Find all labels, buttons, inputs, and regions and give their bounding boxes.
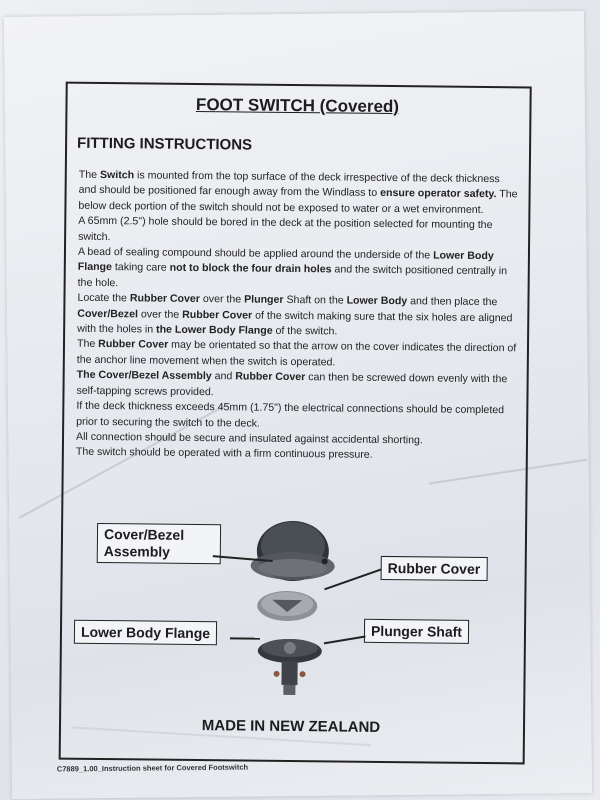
instruction-paragraph	[76, 399, 516, 434]
emphasis-text: not to block the four drain holes	[169, 262, 332, 276]
instructions-body	[76, 168, 519, 465]
instruction-paragraph	[77, 337, 517, 372]
rubber-cover-label	[381, 556, 488, 581]
paragraph-text: The switch should be operated with a firm continuous pressure.	[75, 446, 373, 462]
emphasis-text: the Lower Body Flange	[156, 323, 273, 337]
paragraph-text: Shaft on the	[283, 294, 347, 307]
paragraph-text: of the switch.	[272, 324, 338, 338]
paragraph-text: may be orientated so that the arrow on the cover indicates the direction of the anchor line movement when the switch is operated.	[76, 339, 517, 369]
cover-bezel-label	[97, 523, 221, 564]
emphasis-text: Plunger	[244, 293, 284, 307]
lower-body-flange-label	[74, 620, 217, 645]
emphasis-text: ensure operator safety.	[380, 187, 497, 201]
paragraph-text: and the switch positioned centrally in the hole.	[77, 263, 508, 290]
cover-bezel-part	[251, 521, 336, 582]
section-heading: FITTING INSTRUCTIONS	[77, 134, 253, 154]
emphasis-text: Lower Body	[346, 294, 408, 308]
plunger-shaft-label-text: Plunger Shaft	[370, 622, 463, 640]
paragraph-text: The	[76, 338, 99, 351]
emphasis-text: Rubber Cover	[235, 370, 306, 384]
document-title: FOOT SWITCH (Covered)	[195, 94, 400, 117]
paragraph-text: A 65mm (2.5") hole should be bored in the deck at the position selected for mounting the switch.	[78, 214, 493, 243]
paragraph-text: The below deck portion of the switch should not be exposed to water or a wet environment.	[78, 188, 518, 216]
paragraph-text: and	[211, 370, 236, 383]
paragraph-text: All connection should be secure and insulated against accidental shorting.	[75, 430, 423, 447]
emphasis-text: Lower Body Flange	[77, 249, 494, 274]
instruction-frame	[59, 82, 532, 765]
emphasis-text: The Cover/Bezel Assembly	[76, 369, 212, 383]
paragraph-text: and then place the	[407, 295, 498, 309]
paragraph-text: Locate the	[77, 291, 130, 305]
emphasis-text: Rubber Cover	[129, 292, 201, 306]
emphasis-text: Switch	[99, 168, 135, 182]
paragraph-text: of the switch making sure that the six holes are aligned with the holes in	[77, 309, 513, 336]
paragraph-text: over the	[199, 293, 245, 306]
emphasis-text: Rubber Cover	[98, 338, 169, 352]
paragraph-text: The	[78, 168, 101, 181]
rubber-cover-label-text: Rubber Cover	[387, 560, 481, 577]
lower-body-flange-leader	[230, 637, 260, 639]
paragraph-text: can then be screwed down evenly with the self-tapping screws provided.	[76, 371, 508, 398]
instruction-paragraph	[77, 291, 517, 342]
plunger-shaft-part	[273, 661, 305, 695]
emphasis-text: Rubber Cover	[182, 308, 253, 322]
paragraph-text: A bead of sealing compound should be applied around the underside of the	[77, 245, 434, 262]
paragraph-text: taking care	[111, 261, 170, 275]
instruction-paragraph	[76, 445, 516, 465]
instruction-paragraph	[76, 368, 516, 403]
lower-body-flange-label-text: Lower Body Flange	[80, 623, 211, 642]
paragraph-text: If the deck thickness exceeds 45mm (1.75") the electrical connections should be completed prior to securing the switch to the deck.	[76, 399, 505, 430]
instruction-paragraph	[78, 245, 518, 296]
lower-body-flange-part	[258, 639, 322, 664]
instruction-paragraph	[78, 168, 518, 219]
paragraph-text: is mounted from the top surface of the deck irrespective of the deck thickness and should be positioned far enough away from the Windlass to	[78, 169, 500, 200]
plunger-shaft-label	[364, 619, 469, 644]
cover-bezel-label-text: Cover/Bezel Assembly	[103, 526, 185, 560]
footer-reference: C7889_1.00_Instruction sheet for Covered Footswitch	[56, 762, 249, 774]
made-in-label: MADE IN NEW ZEALAND	[201, 717, 381, 736]
instruction-paragraph	[78, 214, 518, 249]
emphasis-text: Cover/Bezel	[77, 307, 139, 321]
rubber-cover-part	[257, 591, 317, 622]
instruction-sheet	[4, 11, 592, 799]
paragraph-text: over the	[137, 308, 183, 321]
